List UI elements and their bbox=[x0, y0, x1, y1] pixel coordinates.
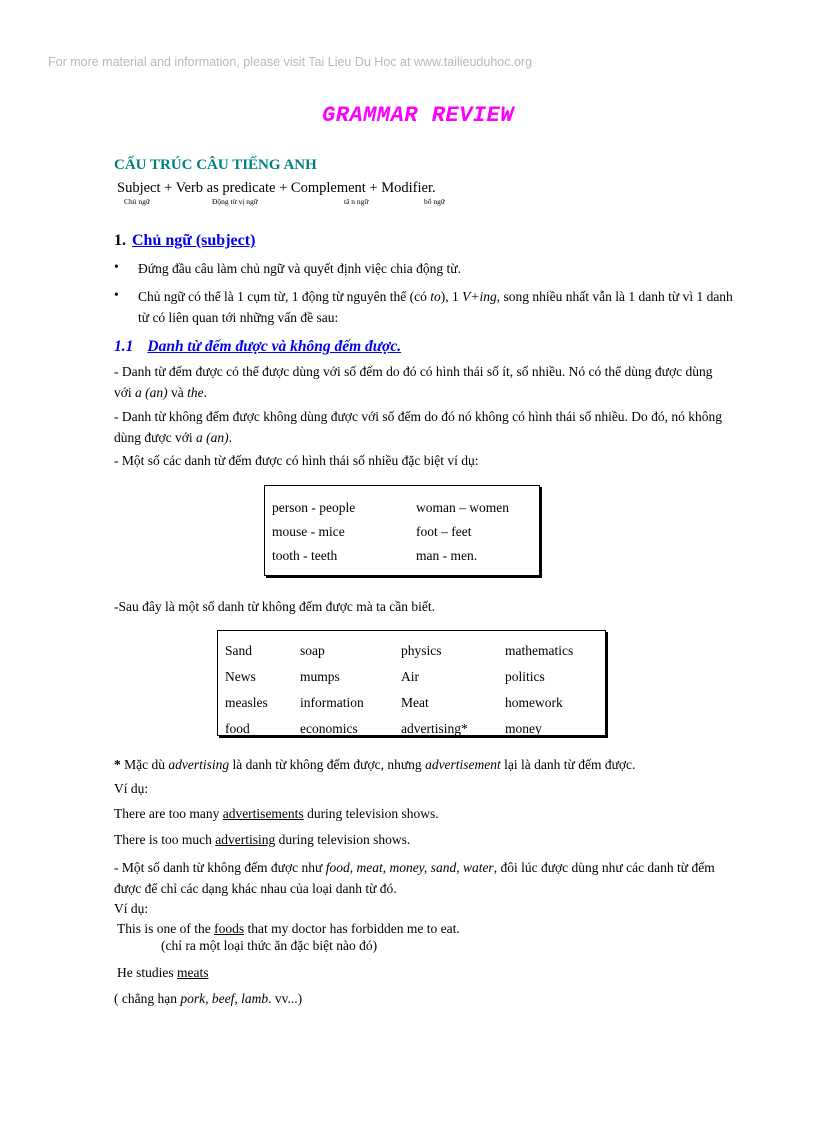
table-row bbox=[225, 664, 573, 690]
example-sentence: There are too many advertisements during television shows. bbox=[114, 806, 439, 821]
section-1-1-number: 1.1 bbox=[114, 338, 134, 355]
formula-label-complement: tâ n ngữ bbox=[344, 197, 369, 206]
table-cell: advertising* bbox=[401, 721, 468, 736]
table-cell: Sand bbox=[225, 643, 252, 658]
table-cell: woman – women bbox=[416, 500, 509, 515]
paragraph-irregular-plurals: - Một số các danh từ đếm được có hình thái số nhiều đặc biệt ví dụ: bbox=[114, 453, 479, 468]
formula-label-verb: Động từ vị ngữ bbox=[212, 197, 258, 206]
example-note: (chỉ ra một loại thức ăn đặc biệt nào đó) bbox=[161, 938, 378, 953]
table-row bbox=[272, 520, 509, 544]
note-advertising: * Mặc dù advertising là danh từ không đếm được, nhưng advertisement lại là danh từ đếm được. bbox=[114, 757, 636, 772]
table-cell: Air bbox=[401, 669, 419, 684]
table-row bbox=[272, 496, 509, 520]
paragraph-countable: - Danh từ đếm được có thể được dùng với số đếm do đó có hình thái số ít, số nhiều. Nó có thể dùng được dùng với a (an) và the. bbox=[114, 364, 713, 400]
example-note: ( chẳng hạn pork, beef, lamb. vv...) bbox=[114, 991, 303, 1006]
section-1-1-title: Danh từ đếm được và không đếm được. bbox=[147, 338, 402, 355]
table-cell: homework bbox=[505, 695, 563, 710]
table-cell: economics bbox=[300, 721, 358, 736]
example-label: Ví dụ: bbox=[114, 781, 149, 796]
formula-label-subject: Chủ ngữ bbox=[124, 197, 150, 206]
example-sentence: He studies meats bbox=[117, 965, 209, 980]
irregular-plurals-table bbox=[264, 485, 540, 576]
bullet-icon: • bbox=[114, 259, 119, 274]
section-1-heading bbox=[114, 232, 255, 250]
table-cell: money bbox=[505, 721, 542, 736]
table-cell: information bbox=[300, 695, 364, 710]
section-1-number: 1. bbox=[114, 232, 126, 249]
section-1-1-heading bbox=[114, 338, 401, 356]
formula-label-modifier: bổ ngữ bbox=[424, 197, 445, 206]
uncountable-nouns-table bbox=[217, 630, 606, 736]
sentence-formula: Subject + Verb as predicate + Complement + Modifier. bbox=[117, 180, 436, 196]
table-cell: tooth - teeth bbox=[272, 548, 338, 563]
paragraph-count-usage: - Một số danh từ không đếm được như food, meat, money, sand, water, đôi lúc được dùng như các danh từ đếm được để chỉ các dạng khác nhau của loại danh từ đó. bbox=[114, 860, 715, 896]
table-cell: Meat bbox=[401, 695, 429, 710]
paragraph-uncountable-list-intro: -Sau đây là một số danh từ không đếm được mà ta cần biết. bbox=[114, 599, 435, 614]
table-cell: food bbox=[225, 721, 250, 736]
page-title: GRAMMAR REVIEW bbox=[322, 103, 514, 128]
section-1-title: Chủ ngữ (subject) bbox=[132, 232, 256, 249]
table-row bbox=[225, 690, 573, 716]
table-cell: mumps bbox=[300, 669, 340, 684]
table-cell: politics bbox=[505, 669, 545, 684]
table-cell: News bbox=[225, 669, 256, 684]
table-cell: foot – feet bbox=[416, 524, 472, 539]
table-row bbox=[272, 544, 509, 568]
example-sentence: This is one of the foods that my doctor has forbidden me to eat. bbox=[117, 921, 460, 936]
table-cell: mouse - mice bbox=[272, 524, 345, 539]
bullet-icon: • bbox=[114, 287, 119, 302]
bullet-text: Đứng đầu câu làm chủ ngữ và quyết định việc chia động từ. bbox=[138, 261, 461, 276]
watermark: For more material and information, please visit Tai Lieu Du Hoc at www.tailieuduhoc.org bbox=[48, 55, 533, 69]
table-cell: physics bbox=[401, 643, 442, 658]
table-cell: man - men. bbox=[416, 548, 478, 563]
table-cell: person - people bbox=[272, 500, 356, 515]
table-cell: mathematics bbox=[505, 643, 574, 658]
table-cell: measles bbox=[225, 695, 268, 710]
bullet-text: Chủ ngữ có thể là 1 cụm từ, 1 động từ nguyên thể (có to), 1 V+ing, song nhiều nhất vẫn là 1 danh từ vì 1 danh từ có liên quan tới những vấn đề sau: bbox=[138, 289, 733, 325]
table-row bbox=[225, 716, 573, 742]
paragraph-uncountable: - Danh từ không đếm được không dùng được với số đếm do đó nó không có hình thái số nhiều. Do đó, nó không dùng được với a (an). bbox=[114, 409, 723, 445]
table-cell: soap bbox=[300, 643, 325, 658]
table-row bbox=[225, 638, 573, 664]
example-label: Ví dụ: bbox=[114, 901, 149, 916]
structure-heading: CẤU TRÚC CÂU TIẾNG ANH bbox=[114, 157, 317, 173]
example-sentence: There is too much advertising during television shows. bbox=[114, 832, 411, 847]
